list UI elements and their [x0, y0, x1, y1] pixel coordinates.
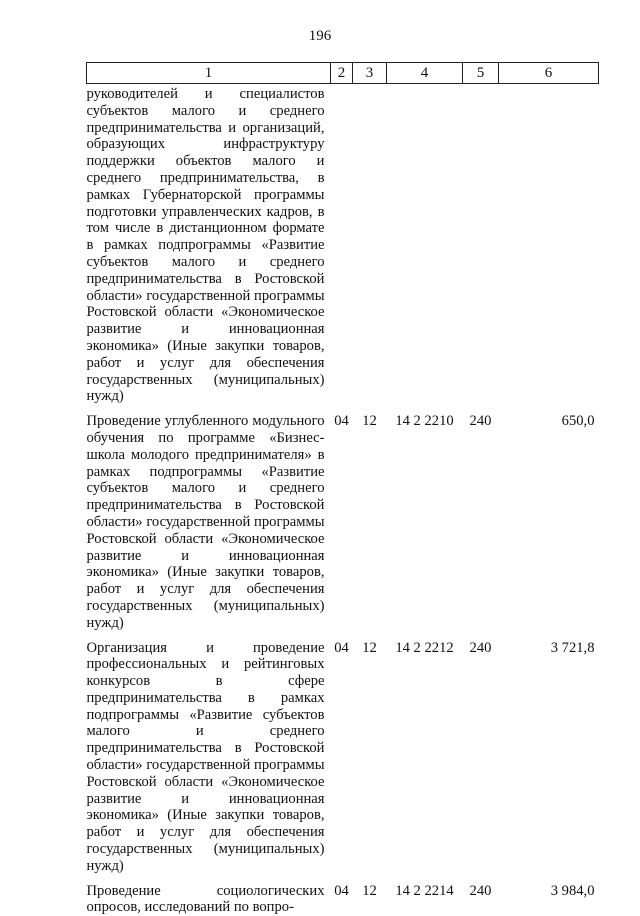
row-subsection: 12 — [353, 640, 387, 883]
row-description: Организация и проведение профессиональных и рейтинговых конкурсов в сфере предпринимательства в рамках подпрограммы «Развитие субъектов малого и среднего предпринимательства в Ростовской области» государственной программы Ростовской области «Экономическое развитие и инновационная экономика» (Иные закупки товаров, работ и услуг для обеспечения государственных (муниципальных) нужд) — [87, 640, 331, 883]
budget-table — [86, 62, 599, 916]
header-col-4: 4 — [387, 63, 463, 84]
table-row — [87, 640, 599, 883]
row-amount: 3 984,0 — [499, 883, 599, 916]
header-row — [87, 63, 599, 84]
row-subsection: 12 — [353, 413, 387, 639]
row-subsection: 12 — [353, 883, 387, 916]
row-expense-type — [463, 84, 499, 414]
row-section: 04 — [331, 883, 353, 916]
row-description: Проведение углубленного модульного обучения по программе «Бизнес-школа молодого предпринимателя» в рамках подпрограммы «Развитие субъектов малого и среднего предпринимательства в Ростовской области» государственной программы Ростовской области «Экономическое развитие и инновационная экономика» (Иные закупки товаров, работ и услуг для обеспечения государственных (муниципальных) нужд) — [87, 413, 331, 639]
page-number: 196 — [0, 28, 640, 45]
row-description: Проведение социологических опросов, исследований по вопро- — [87, 883, 331, 916]
header-col-5: 5 — [463, 63, 499, 84]
table-row — [87, 413, 599, 639]
header-col-2: 2 — [331, 63, 353, 84]
row-subsection — [353, 84, 387, 414]
table-body — [87, 84, 599, 916]
row-section: 04 — [331, 640, 353, 883]
row-amount: 3 721,8 — [499, 640, 599, 883]
header-col-6: 6 — [499, 63, 599, 84]
table-row — [87, 883, 599, 916]
row-section: 04 — [331, 413, 353, 639]
row-expense-type: 240 — [463, 883, 499, 916]
row-amount: 650,0 — [499, 413, 599, 639]
table-header — [87, 63, 599, 84]
row-target-article: 14 2 2210 — [387, 413, 463, 639]
row-target-article — [387, 84, 463, 414]
row-target-article: 14 2 2214 — [387, 883, 463, 916]
table-row — [87, 84, 599, 414]
header-col-1: 1 — [87, 63, 331, 84]
header-col-3: 3 — [353, 63, 387, 84]
row-amount — [499, 84, 599, 414]
row-expense-type: 240 — [463, 413, 499, 639]
row-expense-type: 240 — [463, 640, 499, 883]
row-description: руководителей и специалистов субъектов малого и среднего предпринимательства и организаций, образующих инфраструктуру поддержки объектов малого и среднего предпринимательства, в рамках Губернаторской программы подготовки управленческих кадров, в том числе в дистанционном формате в рамках подпрограммы «Развитие субъектов малого и среднего предпринимательства в Ростовской области» государственной программы Ростовской области «Экономическое развитие и инновационная экономика» (Иные закупки товаров, работ и услуг для обеспечения государственных (муниципальных) нужд) — [87, 84, 331, 414]
row-target-article: 14 2 2212 — [387, 640, 463, 883]
row-section — [331, 84, 353, 414]
